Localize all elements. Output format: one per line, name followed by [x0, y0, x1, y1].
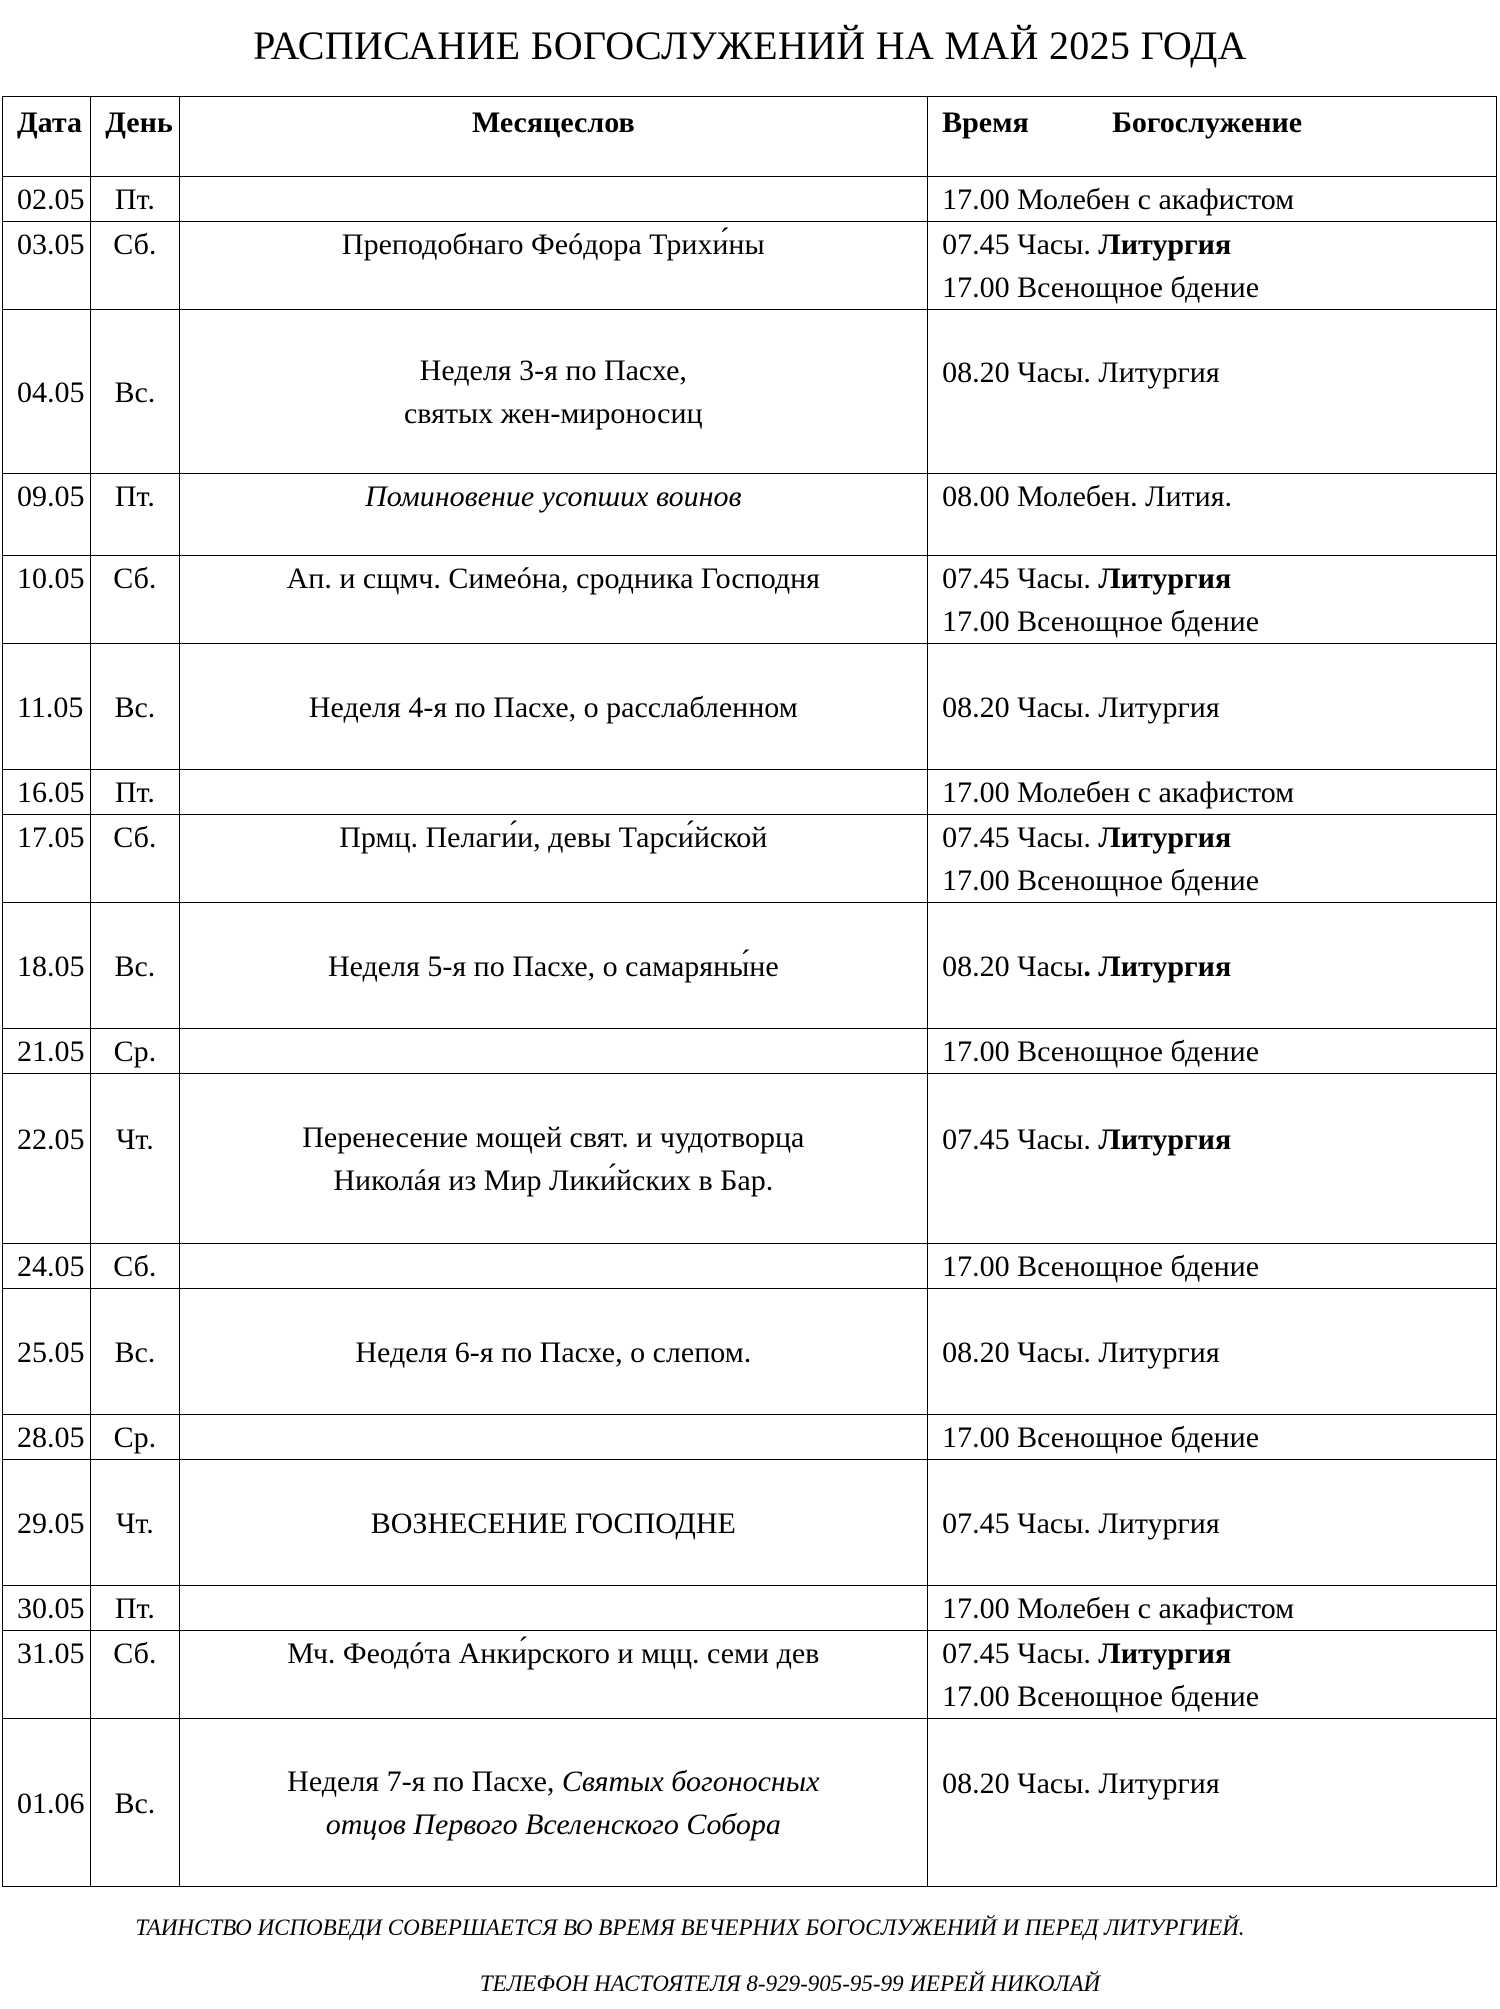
page-title: РАСПИСАНИЕ БОГОСЛУЖЕНИЙ НА МАЙ 2025 ГОДА	[253, 23, 1247, 68]
table-row	[3, 1586, 1497, 1631]
feast-line: святых жен-мироносиц	[403, 397, 703, 430]
row-day: Ср.	[91, 1415, 179, 1460]
row-feast	[179, 1029, 928, 1074]
row-date: 01.06	[3, 1719, 91, 1887]
row-feast	[179, 770, 928, 815]
header-time-service	[928, 97, 1497, 177]
row-date: 28.05	[3, 1415, 91, 1460]
row-day: Чт.	[91, 1074, 179, 1244]
row-service: 07.45 Часы. Литургия	[928, 1460, 1497, 1586]
row-date: 21.05	[3, 1029, 91, 1074]
row-feast: Неделя 6-я по Пасхе, о слепом.	[179, 1289, 928, 1415]
row-day: Вс.	[91, 1719, 179, 1887]
row-date: 11.05	[3, 644, 91, 770]
row-day: Пт.	[91, 1586, 179, 1631]
row-service	[928, 815, 1497, 903]
service-vigil: 17.00 Всенощное бдение	[942, 271, 1260, 304]
service-time: 07.45 Часы.	[942, 821, 1099, 854]
schedule-table	[2, 96, 1497, 1887]
service-liturgy: Литургия	[1098, 1122, 1232, 1156]
row-feast	[179, 1719, 928, 1887]
feast-line-italic: отцов Первого Вселенского Собора	[325, 1808, 781, 1841]
table-row	[3, 1029, 1497, 1074]
table-row	[3, 815, 1497, 903]
row-service: 17.00 Всенощное бдение	[928, 1029, 1497, 1074]
row-day: Вс.	[91, 310, 179, 474]
header-day: День	[91, 97, 179, 177]
table-row	[3, 1460, 1497, 1586]
row-date: 16.05	[3, 770, 91, 815]
service-liturgy: Литургия	[1098, 562, 1232, 595]
table-row	[3, 1289, 1497, 1415]
row-day: Пт.	[91, 770, 179, 815]
row-feast	[179, 1244, 928, 1289]
row-day: Сб.	[91, 815, 179, 903]
row-day: Сб.	[91, 222, 179, 310]
row-service: 17.00 Всенощное бдение	[928, 1244, 1497, 1289]
row-feast: Неделя 4-я по Пасхе, о расслабленном	[179, 644, 928, 770]
row-feast	[179, 1415, 928, 1460]
rector-phone: ТЕЛЕФОН НАСТОЯТЕЛЯ 8-929-905-95-99 ИЕРЕЙ НИКОЛАЙ	[479, 1971, 1101, 1996]
row-day: Ср.	[91, 1029, 179, 1074]
service-vigil: 17.00 Всенощное бдение	[942, 605, 1260, 638]
row-service: 17.00 Молебен с акафистом	[928, 770, 1497, 815]
feast-line-italic: Святых богоносных	[561, 1765, 820, 1798]
table-row	[3, 1719, 1497, 1887]
row-service	[928, 903, 1497, 1029]
table-row	[3, 1631, 1497, 1719]
service-time: 08.20 Часы	[942, 949, 1084, 983]
row-date: 17.05	[3, 815, 91, 903]
row-day: Вс.	[91, 1289, 179, 1415]
row-date: 29.05	[3, 1460, 91, 1586]
row-day: Сб.	[91, 1631, 179, 1719]
row-date: 18.05	[3, 903, 91, 1029]
row-date: 25.05	[3, 1289, 91, 1415]
row-service: 08.20 Часы. Литургия	[928, 644, 1497, 770]
header-date: Дата	[3, 97, 91, 177]
row-date: 31.05	[3, 1631, 91, 1719]
row-service: 08.20 Часы. Литургия	[928, 1289, 1497, 1415]
row-day: Сб.	[91, 556, 179, 644]
row-feast	[179, 310, 928, 474]
row-date: 04.05	[3, 310, 91, 474]
row-feast: Поминовение усопших воинов	[179, 474, 928, 556]
row-feast: Преподобнаго Феóдора Трихи́ны	[179, 222, 928, 310]
service-vigil: 17.00 Всенощное бдение	[942, 864, 1260, 897]
table-row	[3, 903, 1497, 1029]
row-service: 08.20 Часы. Литургия	[928, 310, 1497, 474]
table-row	[3, 1074, 1497, 1244]
confession-note: ТАИНСТВО ИСПОВЕДИ СОВЕРШАЕТСЯ ВО ВРЕМЯ ВЕЧЕРНИХ БОГОСЛУЖЕНИЙ И ПЕРЕД ЛИТУРГИЕЙ.	[135, 1915, 1245, 1940]
row-feast	[179, 1074, 928, 1244]
table-row	[3, 556, 1497, 644]
row-day: Сб.	[91, 1244, 179, 1289]
row-service: 08.00 Молебен. Лития.	[928, 474, 1497, 556]
row-day: Вс.	[91, 903, 179, 1029]
service-liturgy: Литургия	[1098, 821, 1232, 854]
row-service	[928, 556, 1497, 644]
table-row	[3, 1244, 1497, 1289]
row-service	[928, 1074, 1497, 1244]
row-service: 08.20 Часы. Литургия	[928, 1719, 1497, 1887]
service-time: 07.45 Часы.	[942, 1637, 1099, 1670]
service-time: 07.45 Часы.	[942, 228, 1099, 261]
row-date: 24.05	[3, 1244, 91, 1289]
row-day: Вс.	[91, 644, 179, 770]
row-service	[928, 1631, 1497, 1719]
row-service	[928, 222, 1497, 310]
feast-line: Неделя 3-я по Пасхе,	[419, 354, 687, 387]
table-row	[3, 310, 1497, 474]
row-feast	[179, 177, 928, 222]
table-row	[3, 222, 1497, 310]
table-row	[3, 474, 1497, 556]
row-date: 09.05	[3, 474, 91, 556]
row-day: Пт.	[91, 177, 179, 222]
table-row	[3, 644, 1497, 770]
row-service: 17.00 Молебен с акафистом	[928, 1586, 1497, 1631]
row-date: 30.05	[3, 1586, 91, 1631]
header-menologion: Месяцеслов	[179, 97, 928, 177]
row-date: 02.05	[3, 177, 91, 222]
table-row	[3, 1415, 1497, 1460]
row-feast: ВОЗНЕСЕНИЕ ГОСПОДНЕ	[179, 1460, 928, 1586]
feast-line: Перенесение мощей свят. и чудотворца	[302, 1121, 805, 1154]
table-header-row	[3, 97, 1497, 177]
feast-line: Николáя из Мир Лики́йских в Бар.	[333, 1164, 774, 1197]
row-feast: Ап. и сщмч. Симеóна, сродника Господня	[179, 556, 928, 644]
header-time: Время	[942, 106, 1029, 139]
service-vigil: 17.00 Всенощное бдение	[942, 1680, 1260, 1713]
row-feast: Прмц. Пелаги́и, девы Тарси́йской	[179, 815, 928, 903]
row-feast: Мч. Феодóта Анки́рского и мцц. семи дев	[179, 1631, 928, 1719]
service-liturgy: Литургия	[1098, 1637, 1232, 1670]
service-liturgy: . Литургия	[1083, 949, 1232, 983]
service-liturgy: Литургия	[1098, 228, 1232, 261]
row-date: 22.05	[3, 1074, 91, 1244]
service-time: 07.45 Часы.	[942, 562, 1099, 595]
row-day: Пт.	[91, 474, 179, 556]
table-row	[3, 770, 1497, 815]
row-date: 10.05	[3, 556, 91, 644]
feast-line: Неделя 7-я по Пасхе,	[287, 1765, 562, 1798]
table-row	[3, 177, 1497, 222]
header-service: Богослужение	[1112, 106, 1303, 139]
row-day: Чт.	[91, 1460, 179, 1586]
row-date: 03.05	[3, 222, 91, 310]
row-service: 17.00 Молебен с акафистом	[928, 177, 1497, 222]
row-feast	[179, 1586, 928, 1631]
service-time: 07.45 Часы.	[942, 1122, 1099, 1156]
row-feast: Неделя 5-я по Пасхе, о самаряны́не	[179, 903, 928, 1029]
row-service: 17.00 Всенощное бдение	[928, 1415, 1497, 1460]
